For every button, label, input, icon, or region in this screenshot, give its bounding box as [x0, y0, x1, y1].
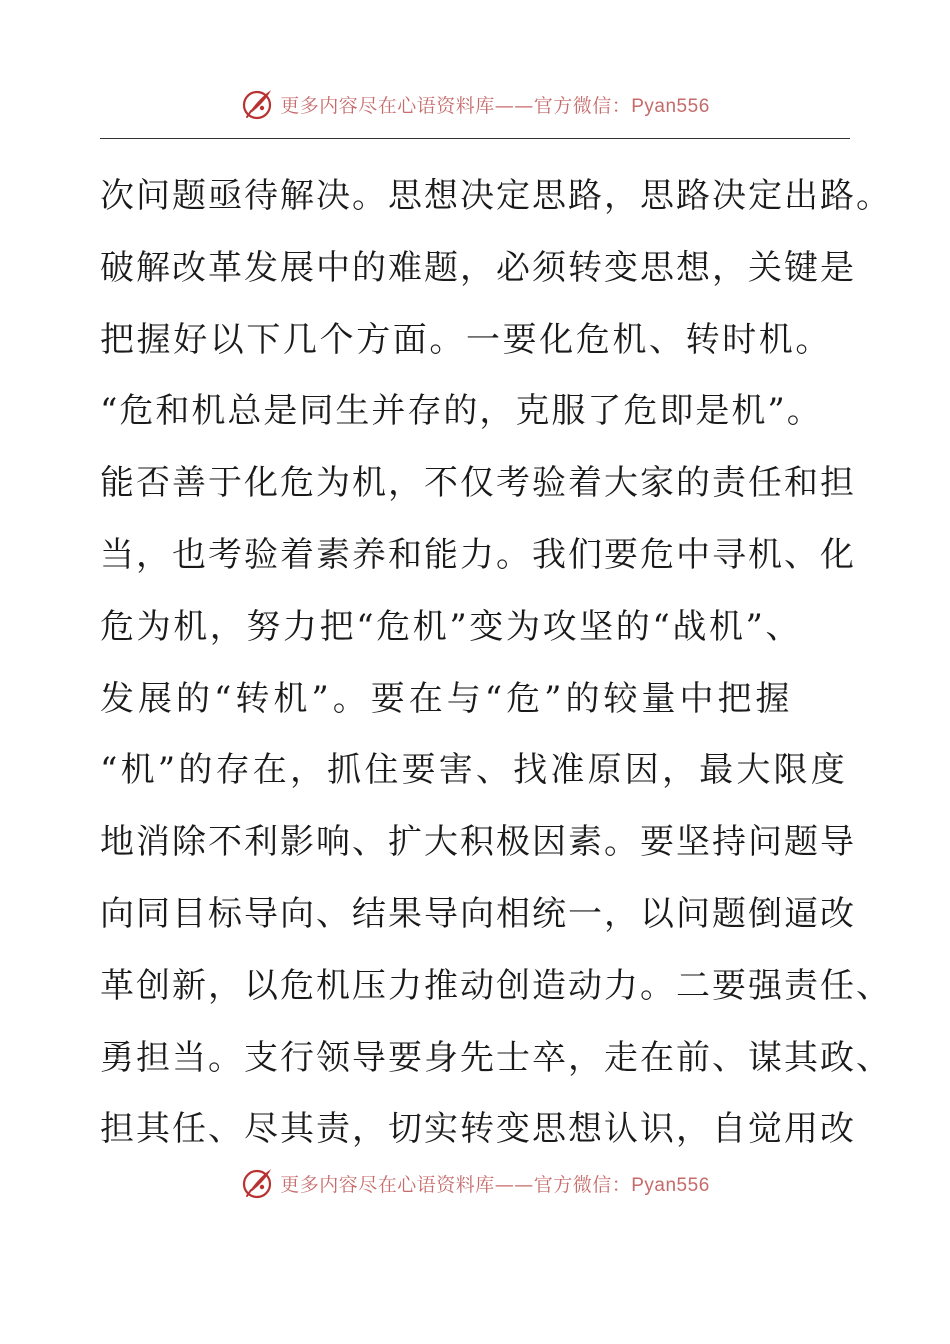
body-line-5: 能否善于化危为机，不仅考验着大家的责任和担 — [100, 463, 856, 504]
body-line-14: 担其任、尽其责，切实转变思想认识，自觉用改 — [100, 1109, 856, 1150]
body-line-7: 危为机，努力把“危机”变为攻坚的“战机”、 — [100, 606, 803, 647]
document-body — [100, 164, 892, 1169]
header-banner-text — [280, 91, 710, 118]
body-line-13: 勇担当。支行领导要身先士卒，走在前、谋其政、 — [100, 1037, 892, 1078]
header-divider — [100, 138, 850, 139]
body-line-11: 向同目标导向、结果导向相统一，以问题倒逼改 — [100, 893, 856, 934]
header-wechat-id: Pyan556 — [631, 95, 710, 117]
footer-banner-text — [280, 1170, 710, 1197]
body-line-2: 破解改革发展中的难题，必须转变思想，关键是 — [100, 247, 856, 288]
footer-wechat-id: Pyan556 — [631, 1174, 710, 1196]
body-line-8: 发展的“转机”。要在与“危”的较量中把握 — [100, 678, 794, 719]
body-line-4: “危和机总是同生并存的，克服了危即是机”。 — [100, 391, 823, 432]
footer-dash: —— — [494, 1173, 534, 1196]
footer-banner — [0, 1163, 950, 1203]
quill-pen-logo-icon — [240, 1165, 276, 1201]
footer-wechat-label: 官方微信： — [533, 1173, 632, 1196]
quill-pen-logo-icon — [240, 86, 276, 122]
body-line-1: 次问题亟待解决。思想决定思路，思路决定出路。 — [100, 176, 892, 216]
header-banner — [0, 84, 950, 124]
footer-site-text: 更多内容尽在心语资料库 — [280, 1173, 495, 1196]
header-site-text: 更多内容尽在心语资料库 — [280, 94, 495, 117]
header-dash: —— — [494, 94, 534, 117]
body-line-10: 地消除不利影响、扩大积极因素。要坚持问题导 — [100, 822, 856, 863]
body-line-9: “机”的存在，抓住要害、找准原因，最大限度 — [100, 750, 848, 791]
body-line-12: 革创新，以危机压力推动创造动力。二要强责任、 — [100, 965, 892, 1006]
body-line-3: 把握好以下几个方面。一要化危机、转时机。 — [100, 319, 832, 360]
header-wechat-label: 官方微信： — [533, 94, 632, 117]
body-line-6: 当，也考验着素养和能力。我们要危中寻机、化 — [100, 534, 856, 575]
